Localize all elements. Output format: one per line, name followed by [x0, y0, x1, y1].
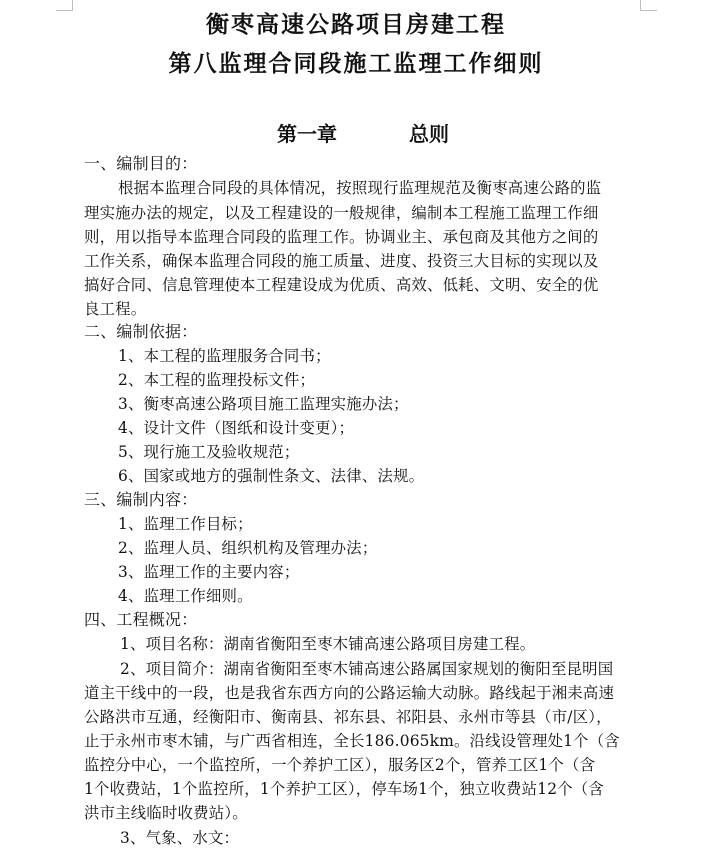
paragraph-line: 工作关系，确保本监理合同段的施工质量、进度、投资三大目标的实现以及 [84, 252, 599, 270]
chapter-name: 总则 [409, 122, 449, 146]
list-item: 3、监理工作的主要内容； [118, 563, 300, 581]
list-item: 5、现行施工及验收规范； [118, 443, 300, 461]
list-item: 1、项目名称：湖南省衡阳至枣木铺高速公路项目房建工程。 [120, 635, 536, 653]
list-item: 2、本工程的监理投标文件； [118, 371, 316, 389]
paragraph-line: 则，用以指导本监理合同段的监理工作。协调业主、承包商及其他方之间的 [84, 228, 599, 246]
section-heading: 二、编制依据： [84, 322, 198, 341]
paragraph-line: 根据本监理合同段的具体情况，按照现行监理规范及衡枣高速公路的监 [118, 179, 602, 197]
document-subtitle: 第八监理合同段施工监理工作细则 [168, 50, 544, 77]
paragraph-line: 良工程。 [84, 300, 147, 318]
list-item: 4、设计文件（图纸和设计变更）； [118, 419, 355, 437]
list-item: 1、本工程的监理服务合同书； [118, 347, 331, 365]
section-heading: 三、编制内容： [84, 490, 198, 509]
section-heading: 一、编制目的： [84, 154, 198, 173]
paragraph-line: 2、项目简介：湖南省衡阳至枣木铺高速公路属国家规划的衡阳至昆明国 [120, 660, 614, 678]
paragraph-line: 洪市主线临时收费站）。 [84, 804, 248, 822]
paragraph-line: 公路洪市互通，经衡阳市、衡南县、祁东县、祁阳县、永州市等县（市/区）， [84, 708, 612, 726]
list-item: 4、监理工作细则。 [118, 587, 253, 605]
paragraph-line: 止于永州市枣木铺，与广西省相连，全长186.065km。沿线设管理处1个（含 [84, 732, 620, 750]
paragraph-line: 道主干线中的一段，也是我省东西方向的公路运输大动脉。路线起于湘耒高速 [84, 684, 615, 702]
chapter-number: 第一章 [277, 122, 337, 146]
paragraph-line: 搞好合同、信息管理使本工程建设成为优质、高效、低耗、文明、安全的优 [84, 276, 599, 294]
paragraph-line: 监控分中心，一个监控所，一个养护工区），服务区2个，管养工区1个（含 [84, 756, 596, 774]
list-item: 1、监理工作目标； [118, 515, 253, 533]
list-item: 6、国家或地方的强制性条文、法律、法规。 [118, 467, 425, 485]
document-title: 衡枣高速公路项目房建工程 [206, 11, 506, 38]
section-heading: 四、工程概况： [84, 610, 198, 629]
paragraph-line: 理实施办法的规定，以及工程建设的一般规律，编制本工程施工监理工作细 [84, 204, 599, 222]
list-item: 2、监理人员、组织机构及管理办法； [118, 539, 378, 557]
paragraph-line: 1个收费站，1个监控所，1个养护工区），停车场1个，独立收费站12个（含 [84, 780, 604, 798]
list-item: 3、气象、水文： [120, 829, 240, 847]
list-item: 3、衡枣高速公路项目施工监理实施办法； [118, 395, 409, 413]
